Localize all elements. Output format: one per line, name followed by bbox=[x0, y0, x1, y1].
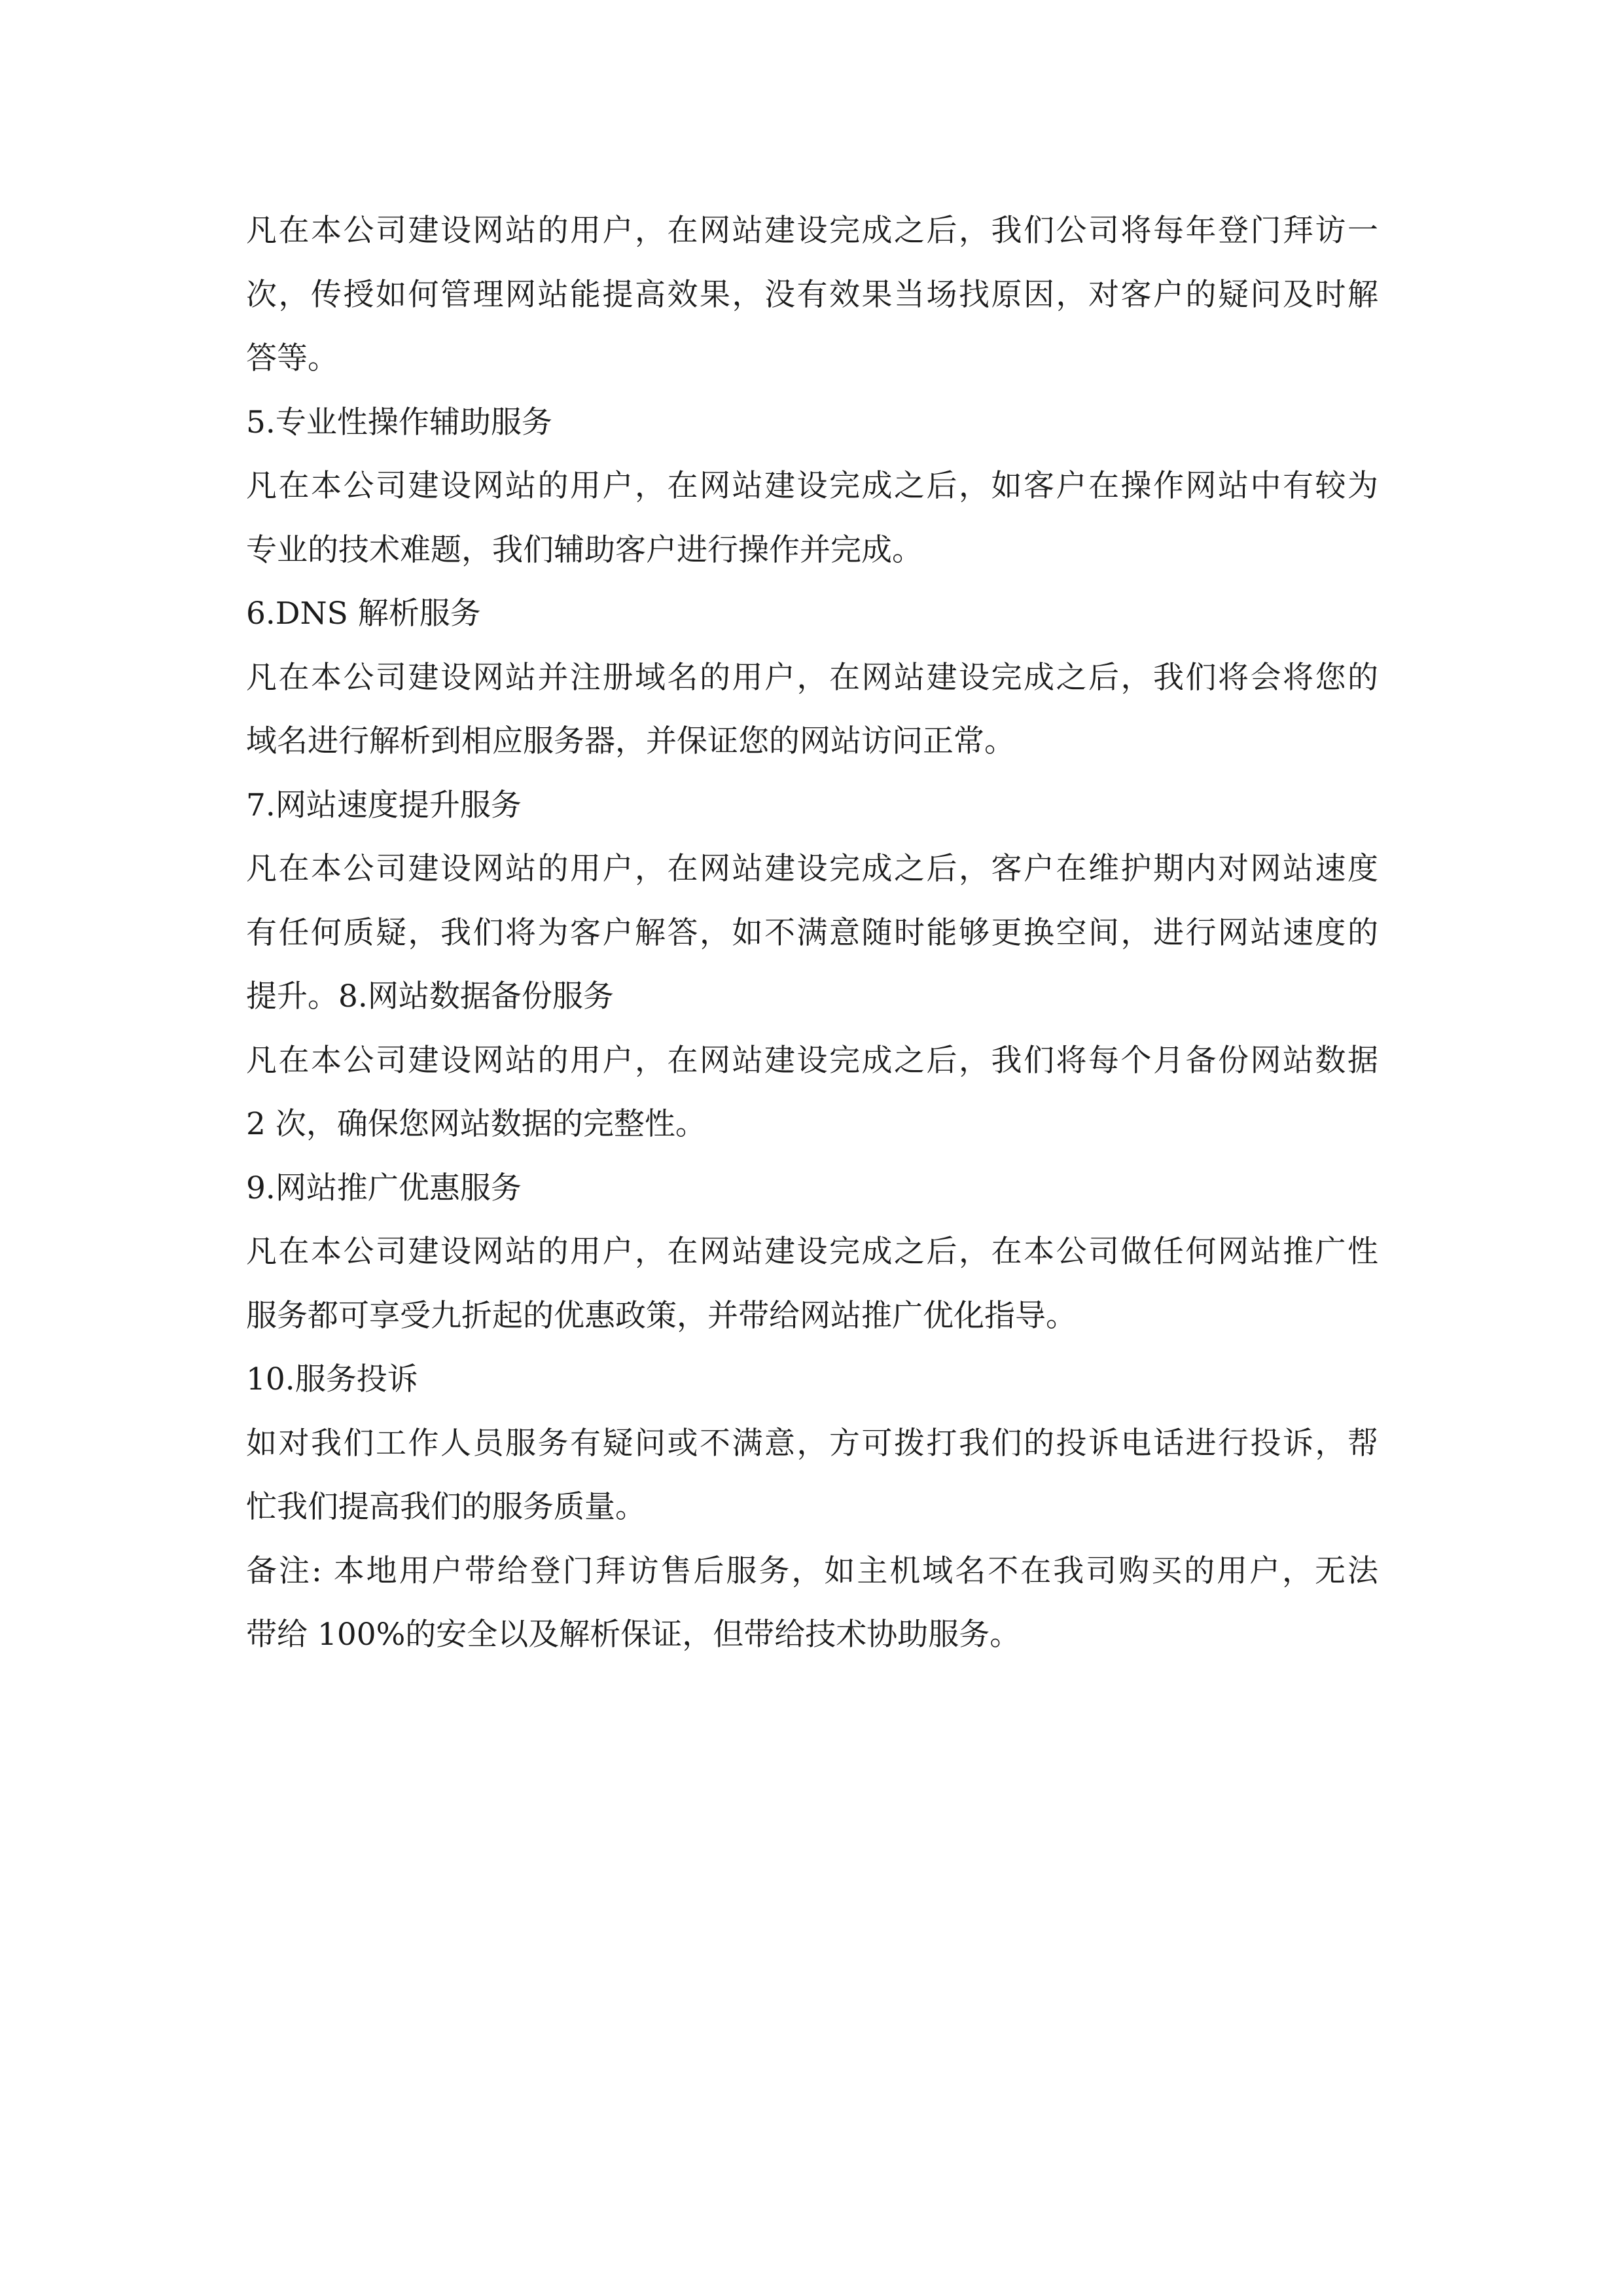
note-line: 备注: 本地用户带给登门拜访售后服务，如主机域名不在我司购买的用户，无法 bbox=[246, 1552, 1378, 1589]
paragraph-line: 次，传授如何管理网站能提高效果，没有效果当场找原因，对客户的疑问及时解 bbox=[246, 276, 1378, 313]
section-heading: 10.服务投诉 bbox=[246, 1361, 418, 1397]
paragraph-line: 服务都可享受九折起的优惠政策，并带给网站推广优化指导。 bbox=[246, 1297, 1077, 1334]
section-heading: 6.DNS 解析服务 bbox=[246, 596, 481, 632]
paragraph-line: 答等。 bbox=[246, 340, 338, 376]
section-heading: 9.网站推广优惠服务 bbox=[246, 1170, 522, 1206]
paragraph-line: 提升。8.网站数据备份服务 bbox=[246, 978, 614, 1014]
paragraph-line: 凡在本公司建设网站的用户，在网站建设完成之后，在本公司做任何网站推广性 bbox=[246, 1234, 1378, 1270]
section-heading: 7.网站速度提升服务 bbox=[246, 787, 522, 823]
paragraph-line: 如对我们工作人员服务有疑问或不满意，方可拨打我们的投诉电话进行投诉，帮 bbox=[246, 1425, 1378, 1462]
paragraph-line: 凡在本公司建设网站的用户，在网站建设完成之后，我们公司将每年登门拜访一 bbox=[246, 213, 1378, 249]
paragraph-line: 域名进行解析到相应服务器，并保证您的网站访问正常。 bbox=[246, 723, 1015, 759]
paragraph-line: 2 次，确保您网站数据的完整性。 bbox=[246, 1106, 706, 1142]
paragraph-line: 凡在本公司建设网站的用户，在网站建设完成之后，我们将每个月备份网站数据 bbox=[246, 1042, 1378, 1079]
paragraph-line: 专业的技术难题，我们辅助客户进行操作并完成。 bbox=[246, 531, 923, 568]
paragraph-line: 有任何质疑，我们将为客户解答，如不满意随时能够更换空间，进行网站速度的 bbox=[246, 914, 1378, 951]
document-body bbox=[246, 199, 1378, 1667]
paragraph-line: 凡在本公司建设网站的用户，在网站建设完成之后，客户在维护期内对网站速度 bbox=[246, 851, 1378, 887]
section-heading: 5.专业性操作辅助服务 bbox=[246, 404, 552, 440]
paragraph-line: 忙我们提高我们的服务质量。 bbox=[246, 1489, 646, 1525]
paragraph-line: 凡在本公司建设网站并注册域名的用户，在网站建设完成之后，我们将会将您的 bbox=[246, 659, 1378, 696]
paragraph-line: 凡在本公司建设网站的用户，在网站建设完成之后，如客户在操作网站中有较为 bbox=[246, 468, 1378, 504]
note-line: 带给 100%的安全以及解析保证，但带给技术协助服务。 bbox=[246, 1617, 1021, 1653]
